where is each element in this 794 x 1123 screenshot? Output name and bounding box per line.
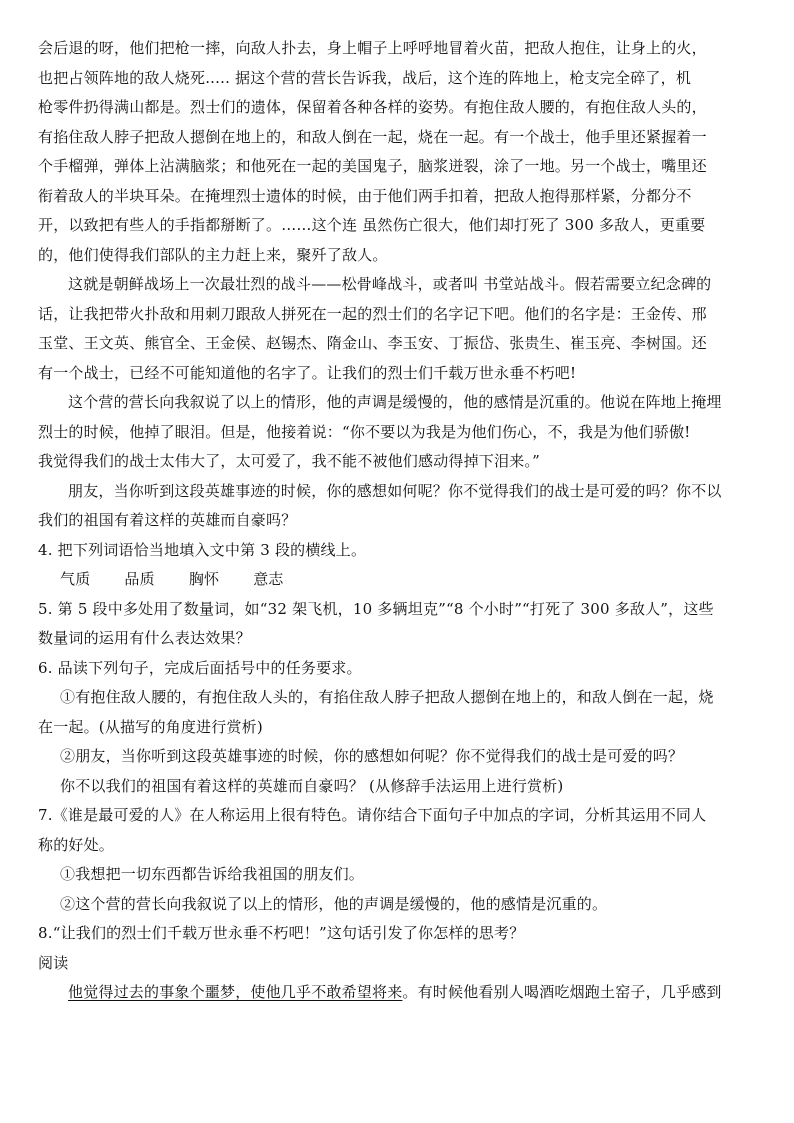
word-choice: 胸怀 [188,570,220,588]
text-line: 数量词的运用有什么表达效果？ [38,629,251,647]
text-line: 也把占领阵地的敌人烧死..... 据这个营的营长告诉我，战后，这个连的阵地上，枪支完全碎了，机 [38,68,692,87]
text-line: ①有抱住敌人腰的，有抱住敌人头的，有掐住敌人脖子把敌人摁倒在地上的，和敌人倒在一起，烧 [60,688,714,706]
text-line: 这个营的营长向我叙说了以上的情形，他的声调是缓慢的，他的感情是沉重的。他说在阵地上掩埋 [68,393,722,411]
text-line: 枪零件扔得满山都是。烈士们的遗体，保留着各种各样的姿势。有抱住敌人腰的，有抱住敌人头的， [38,98,707,116]
text-line: 烈士的时候，他掉了眼泪。但是，他接着说：“你不要以为我是为他们伤心，不，我是为他们骄傲! [38,422,691,441]
text-line: 我觉得我们的战士太伟大了，太可爱了，我不能不被他们感动得掉下泪来。” [38,452,540,470]
text-line: 衔着敌人的半块耳朵。在掩埋烈士遗体的时候，由于他们两手扣着，把敌人抱得那样紧，分都分不 [38,186,692,205]
text-line: ①我想把一切东西都告诉给我祖国的朋友们。 [60,865,365,883]
text-line: ②朋友，当你听到这段英雄事迹的时候，你的感想如何呢？你不觉得我们的战士是可爱的吗？ [60,747,684,765]
text-line: 你不以我们的祖国有着这样的英雄而自豪吗？ (从修辞手法运用上进行赏析) [60,776,564,795]
word-choice: 气质 [60,570,91,588]
text-line: 朋友，当你听到这段英雄事迹的时候，你的感想如何呢？你不觉得我们的战士是可爱的吗？你不以 [68,481,722,500]
text-line: 的，他们使得我们部队的主力赶上来，聚歼了敌人。 [38,245,388,264]
text-line: 有掐住敌人脖子把敌人摁倒在地上的，和敌人倒在一起，烧在一起。有一个战士，他手里还紧握着一 [38,127,707,146]
text-span: 。有时候他看别人喝酒吃烟跑土窑子，几乎感到 [402,983,722,1001]
text-line: 我们的祖国有着这样的英雄而自豪吗？ [38,511,297,529]
document-page [38,34,762,1008]
text-line: 有一个战士，已经不可能知道他的名字了。让我们的烈士们千载万世永垂不朽吧! [38,363,577,382]
text-line: 话，让我把带火扑敌和用刺刀跟敌人拼死在一起的烈士们的名字记下吧。他们的名字是：王金传、邢 [38,304,707,323]
text-line: 在一起。(从描写的角度进行赏析) [38,717,263,736]
word-choices [38,565,762,595]
question-4: 4. 把下列词语恰当地填入文中第 3 段的横线上。 [38,540,367,559]
word-choice: 意志 [253,570,284,588]
text-line: 会后退的呀，他们把枪一摔，向敌人扑去，身上帽子上呼呼地冒着火苗，把敌人抱住，让身上的火， [38,39,707,57]
text-line: 开，以致把有些人的手指都掰断了。……这个连 虽然伤亡很大，他们却打死了 300 多敌人，更重要 [38,216,706,234]
text-line: 玉堂、王文英、熊官全、王金侯、赵锡杰、隋金山、李玉安、丁振岱、张贵生、崔玉亮、李树国。还 [38,334,707,352]
question-5: 5. 第 5 段中多处用了数量词，如“32 架飞机，10 多辆坦克”“8 个小时”“打死了 300 多敌人”，这些 [38,599,714,618]
word-choice: 品质 [124,570,155,588]
reading-first-line [38,978,762,1008]
question-6: 6. 品读下列句子，完成后面括号中的任务要求。 [38,658,362,677]
section-heading: 阅读 [38,953,69,972]
text-line: 称的好处。 [38,835,115,854]
underlined-sentence: 他觉得过去的事象个噩梦，使他几乎不敢希望将来 [68,983,403,1001]
text-line: 个手榴弹，弹体上沾满脑浆；和他死在一起的美国鬼子，脑浆迸裂，涂了一地。另一个战士，嘴里还 [38,157,707,175]
text-line: 这就是朝鲜战场上一次最壮烈的战斗——松骨峰战斗，或者叫 书堂站战斗。假若需要立纪念碑的 [68,275,712,293]
question-7: 7.《谁是最可爱的人》在人称运用上很有特色。请你结合下面句子中加点的字词，分析其运用不同人 [38,806,707,824]
question-8: 8.“让我们的烈士们千载万世永垂不朽吧！”这句话引发了你怎样的思考？ [38,924,525,942]
text-line: ②这个营的营长向我叙说了以上的情形，他的声调是缓慢的，他的感情是沉重的。 [60,894,608,913]
